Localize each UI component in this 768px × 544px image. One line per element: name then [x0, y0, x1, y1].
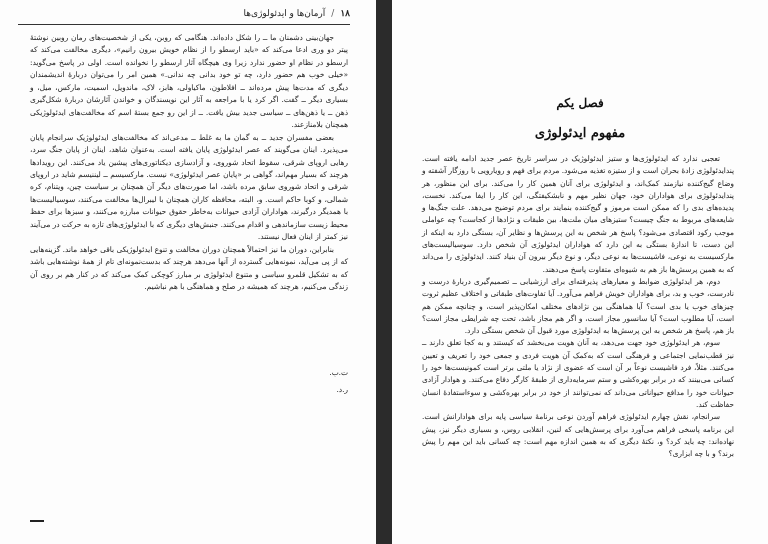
running-title: آرمان‌ها و ایدئولوژی‌ها: [243, 9, 326, 19]
paragraph: سوم، هر ایدئولوژی خود جهت می‌دهد، به آنان هویت می‌بخشد که کیستند و به کجا تعلق دارند ــ نیز قطب‌نمایی اجتماعی و فرهنگی است که به‌کمک آن هویت فردی و جمعی خود را تعریف و تعیین می‌کنند. مثلاً، فرد فاشیست نوعاً بر آن است که عضوی از نژاد یا ملتی برتر است کمونیست‌ها خود را کسانی می‌بینند که در برابر بهره‌کشی و ستم سرمایه‌داری از طبقهٔ کارگر دفاع می‌کنند. و هوادار آزادی حیوانات خود را مدافع حیواناتی می‌داند که نمی‌توانند از خود در برابر بهره‌کشی و سوءاستفادهٔ انسان حفاظت کند.: [422, 338, 734, 409]
right-body-text: [422, 153, 734, 460]
paragraph: دوم، هر ایدئولوژی ضوابط و معیارهای پذیرفته‌ای برای ارزشیابی ــ تصمیم‌گیری دربارهٔ درست و نادرست، خوب و بد، برای هواداران خویش فراهم می‌آورد. آیا تفاوت‌های طبقاتی و اختلاف عظیم ثروت چیزهای خوب یا بدی است؟ آیا هماهنگی بین نژادهای مختلف امکان‌پذیر است، و چنانچه ممکن هم است، آیا مطلوب است؟ آیا سانسور مجاز است، و اگر هم مجاز باشد، تحت چه شرایطی مجاز است؟ باز هم، پاسخ هر شخص به این پرسش‌ها به ایدئولوژی مورد قبول آن شخص بستگی دارد.: [422, 276, 734, 336]
author-initials: [30, 367, 348, 402]
running-header: [18, 6, 350, 22]
initials-1: ت.ب.: [329, 368, 348, 377]
initials-2: ر.د.: [336, 385, 348, 395]
paragraph: بنابراین، دوران ما نیز احتمالاً همچنان دوران مخالفت و تنوع ایدئولوژیکی باقی خواهد ماند. گزینه‌هایی که از پی می‌آید، نمونه‌هایی گسترده از آنها می‌دهد هرچند که بدست‌نمونه‌ای تام از همهٔ نوشته‌هایی باشد که به تشکیل قلمرو سیاسی و متنوع ایدئولوژی بر مبارز کوچکی کمک می‌کند که در کنار هم بر روی آن زندگی می‌کنیم، هرچند که همیشه در صلح و هماهنگی با هم نباشیم.: [30, 244, 348, 292]
paragraph: بعضی مفسران جدید ــ به گمان ما به غلط ــ مدعی‌اند که مخالفت‌های ایدئولوژیک سرانجام پایان می‌پذیرد. اینان می‌گویند که عصر ایدئولوژی پایان یافته است. به‌عنوان شاهد، اینان از پایان جنگ سرد، رهایی اروپای شرقی، سقوط اتحاد شوروی، و آزادسازی دیکتاتوری‌های پیشین یاد می‌کنند. این رویدادها هرچند که بسیار مهم‌اند، گواهی بر «پایان عصر ایدئولوژی» نیست. مارکسیسم ــ لیننیسم شاید در اروپای شرقی و اتحاد شوروی سابق مرده باشد، اما صورت‌های دیگر آن همچنان بر سیاست چین، ویتنام، کره شمالی، و کوبا حاکم است. و، البته، محافظه کاران همچنان با لیبرال‌ها مخالفت می‌کنند، سوسیالیست‌ها با همدیگر درگیرند، هواداران آزادی حیوانات به‌خاطر حقوق حیوانات مبارزه می‌کنند، و سبزها برای حفظ محیط زیست سازماندهی و اقدام می‌کنند. جنبش‌های دیگری که با ایدئولوژی‌های تازه به حرکت در می‌آیند نیز کمتر از اینان فعال نیستند.: [30, 132, 348, 242]
paragraph: سرانجام، نقش چهارم ایدئولوژی فراهم آوردن نوعی برنامهٔ سیاسی پایه برای هوادارانش است. این برنامه پاسخی فراهم می‌آورد برای پرسش‌هایی که لنین، انقلابی روس، و بسیاری دیگر نیز، پیش نهاده‌اند: چه باید کرد؟ و، نکتهٔ دیگری که به همین اندازه مهم است: چه کسانی باید این مهم را پیش برند؟ و با چه ابزاری؟: [422, 412, 734, 459]
page-number: ۱۸: [340, 9, 350, 19]
header-separator: /: [331, 9, 335, 19]
header-rule: [18, 24, 350, 25]
paragraph: تعجبی ندارد که ایدئولوژی‌ها و ستیز ایدئولوژیک در سراسر تاریخ عصر جدید ادامه یافته است. پندایدئولوژی زادهٔ بحران است و از ستیزه تغذیه می‌شود. مردم برای فهم و رویارویی با روزگار آشفته و وضاع گیج‌کننده نیازمند کمک‌اند، و ایدئولوژی برای آنان همین کار را می‌کند. برای این منظور، هر پندایدئولوژی برای هواداران خود، جهان نظیر مهم و نابشکیفتگی، این کار را ایفا می‌کند. نخست، پدیده‌های بدی را که ممکن است مرموز و گیج‌کننده بنمایند برای مردم توضیح می‌دهد. علت جنگ‌ها و شایعه‌های مربوط به جنگ چیست؟ ستیزهای میان ملت‌ها، بین طبقات و نژادها از کجاست؟ چه عواملی موجب رکود اقتصادی می‌شود؟ پاسخ هر شخص به این پرسش‌ها و نظایر آن، بستگی دارد به اینکه از این دست، تا اندازهٔ بستگی به این دارد که هواداران ایدئولوژی آن شخص دارد. سوسیالیست‌های مارکسیست به نوعی، فاشیست‌ها به نوعی دیگر، و نوع دیگر بیرون آن بنیاد کنند. ایدئولوژی را می‌داند که به همین پرسش‌ها باز هم به شیوه‌ای متفاوت پاسخ می‌دهند.: [422, 154, 734, 274]
footer-mark: [30, 520, 44, 522]
chapter-label: فصل یکم: [556, 96, 604, 110]
paragraph: جهان‌بینی دشمنان ما ــ را شکل داده‌اند. هنگامی که روبن، یکی از شخصیت‌های رمان روبین نوشتهٔ پیتر دو وری ادعا می‌کند که «باید ارسطو را از نظام خویش بیرون رانیم»، دیگری مخالفت می‌کند که ارسطو در نظام او حضور ندارد زیرا وی هیچگاه آثار ارسطو را نخوانده است. اولی در پاسخ می‌گوید: «خیلی خوب هم حضور دارد، چه تو خود بدانی چه ندانی.» همین امر را می‌توان دربارهٔ اندیشمندان دیگری که مدت‌ها پیش مرده‌اند ــ افلاطون، ماکیاولی، هابز، لاک، ماندویل، اسمیت، مارکس، میل، و بسیاری دیگر ــ گفت. اگر کرد یا با مراجعه به آثار این نویسندگان و خواندن آثارشان دربارهٔ شکل‌گیری ذهن ــ یا ذهن‌های ــ سیاسی جدید بیش یافت. ــ از این رو جمع بستهٔ اسم که مخالفت‌های ایدئولوژیکی همچنان بلامنازعند.: [30, 33, 348, 130]
right-page: [392, 0, 768, 544]
chapter-title: مفهوم ایدئولوژی: [534, 126, 626, 141]
book-gutter: [376, 0, 392, 544]
left-page: [0, 0, 376, 544]
left-body-text: [30, 32, 348, 294]
